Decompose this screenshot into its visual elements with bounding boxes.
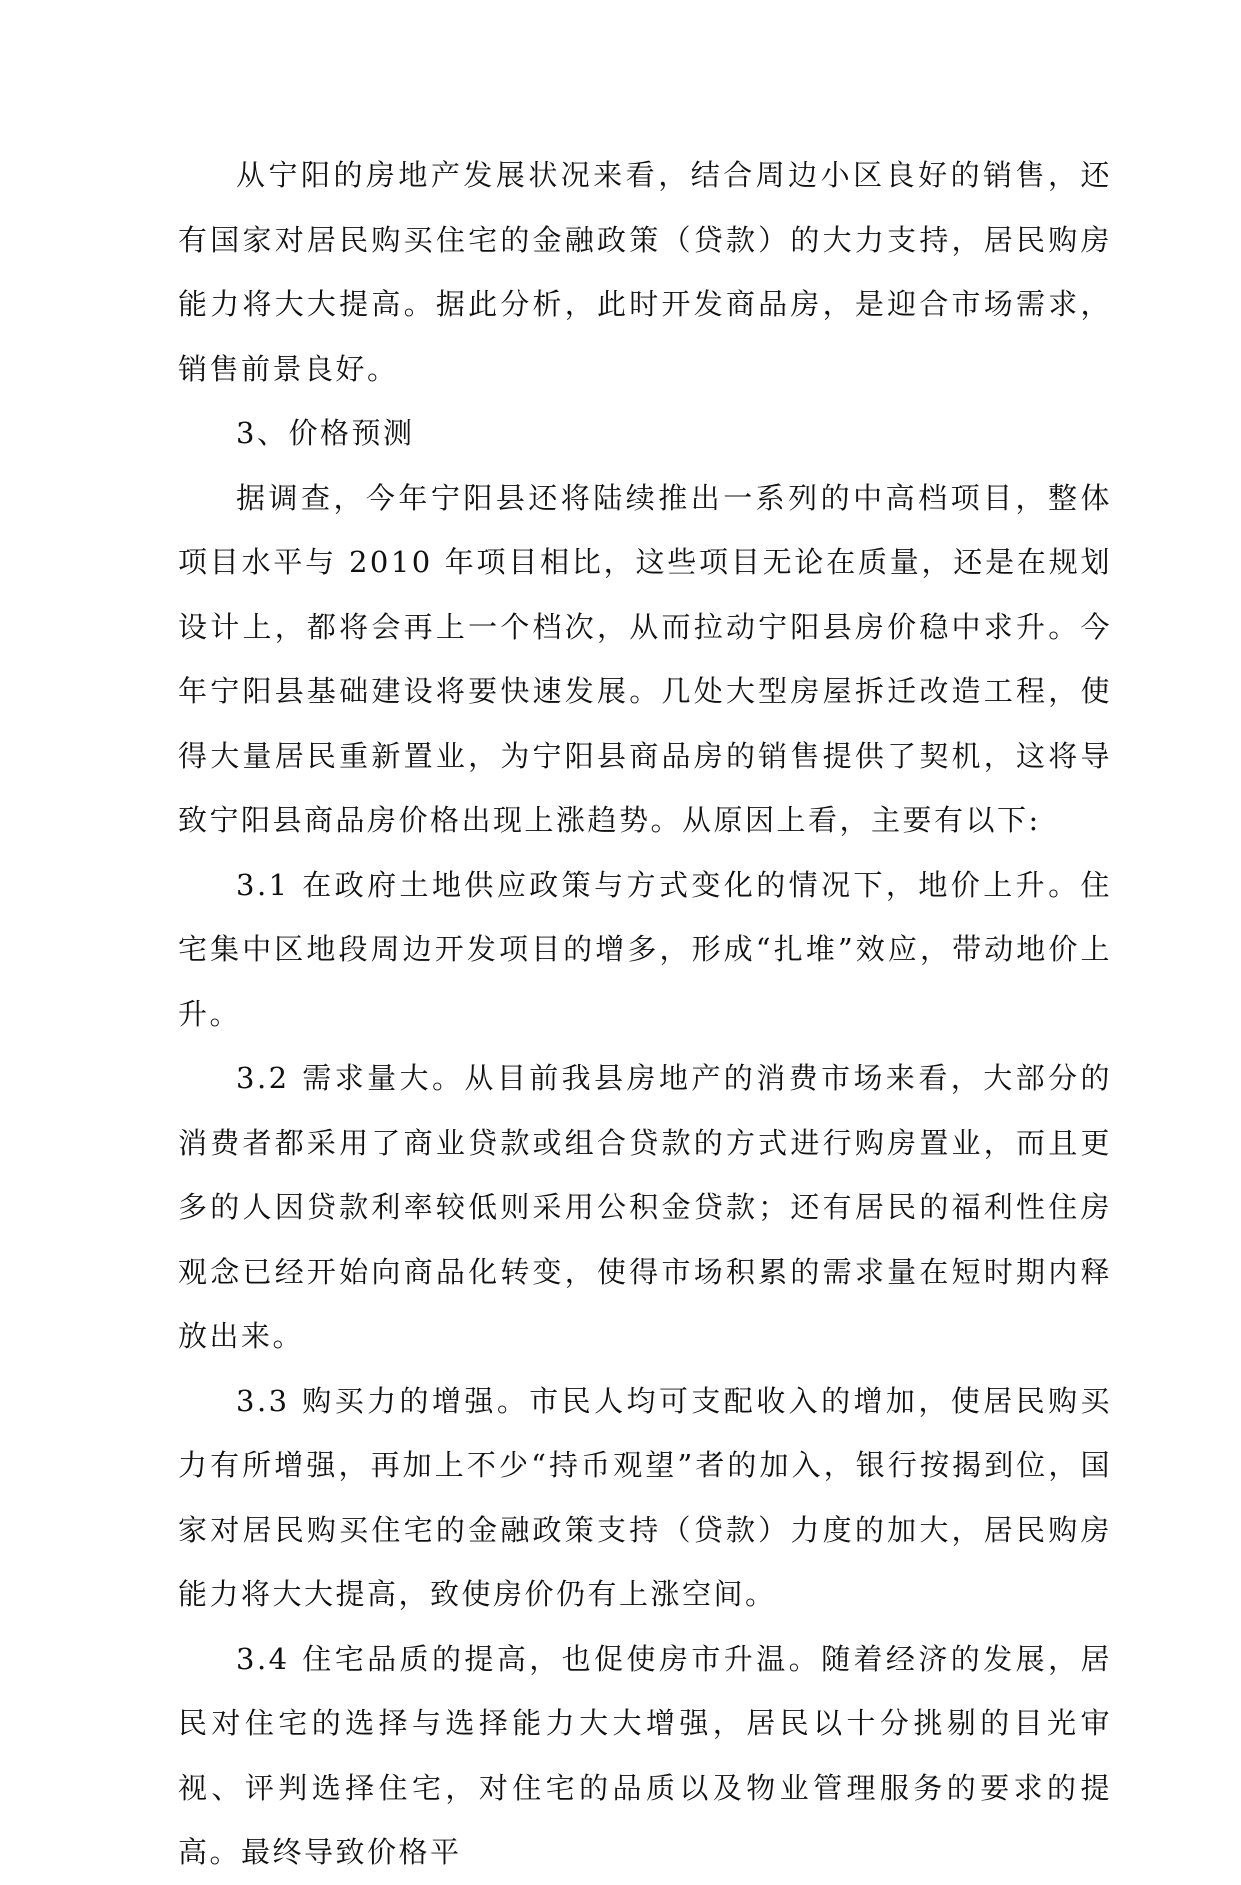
paragraph-3-2: 3.2 需求量大。从目前我县房地产的消费市场来看，大部分的消费者都采用了商业贷款或组合贷款的方式进行购房置业，而且更多的人因贷款利率较低则采用公积金贷款；还有居民的福利性住房观念已经开始向商品化转变，使得市场积累的需求量在短时期内释放出来。 bbox=[178, 1061, 1112, 1353]
paragraph-survey: 据调查，今年宁阳县还将陆续推出一系列的中高档项目，整体项目水平与 2010 年项目相比，这些项目无论在质量，还是在规划设计上，都将会再上一个档次，从而拉动宁阳县房价稳中求升。今年宁阳县基础建设将要快速发展。几处大型房屋拆迁改造工程，使得大量居民重新置业，为宁阳县商品房的销售提供了契机，这将导致宁阳县商品房价格出现上涨趋势。从原因上看，主要有以下: bbox=[178, 480, 1112, 837]
paragraph-market-outlook: 从宁阳的房地产发展状况来看，结合周边小区良好的销售，还有国家对居民购买住宅的金融政策（贷款）的大力支持，居民购房能力将大大提高。据此分析，此时开发商品房，是迎合市场需求，销售前景良好。 bbox=[178, 158, 1112, 386]
paragraph-3-4: 3.4 住宅品质的提高，也促使房市升温。随着经济的发展，居民对住宅的选择与选择能力大大增强，居民以十分挑剔的目光审视、评判选择住宅，对住宅的品质以及物业管理服务的要求的提高。最终导致价格平 bbox=[178, 1641, 1112, 1869]
document-body bbox=[178, 143, 1112, 1885]
section-heading-price-forecast: 3、价格预测 bbox=[236, 416, 415, 450]
paragraph-3-3: 3.3 购买力的增强。市民人均可支配收入的增加，使居民购买力有所增强，再加上不少“持币观望”者的加入，银行按揭到位，国家对居民购买住宅的金融政策支持（贷款）力度的加大，居民购房能力将大大提高，致使房价仍有上涨空间。 bbox=[178, 1383, 1112, 1611]
paragraph-3-1: 3.1 在政府土地供应政策与方式变化的情况下，地价上升。住宅集中区地段周边开发项目的增多，形成“扎堆”效应，带动地价上升。 bbox=[178, 867, 1112, 1031]
